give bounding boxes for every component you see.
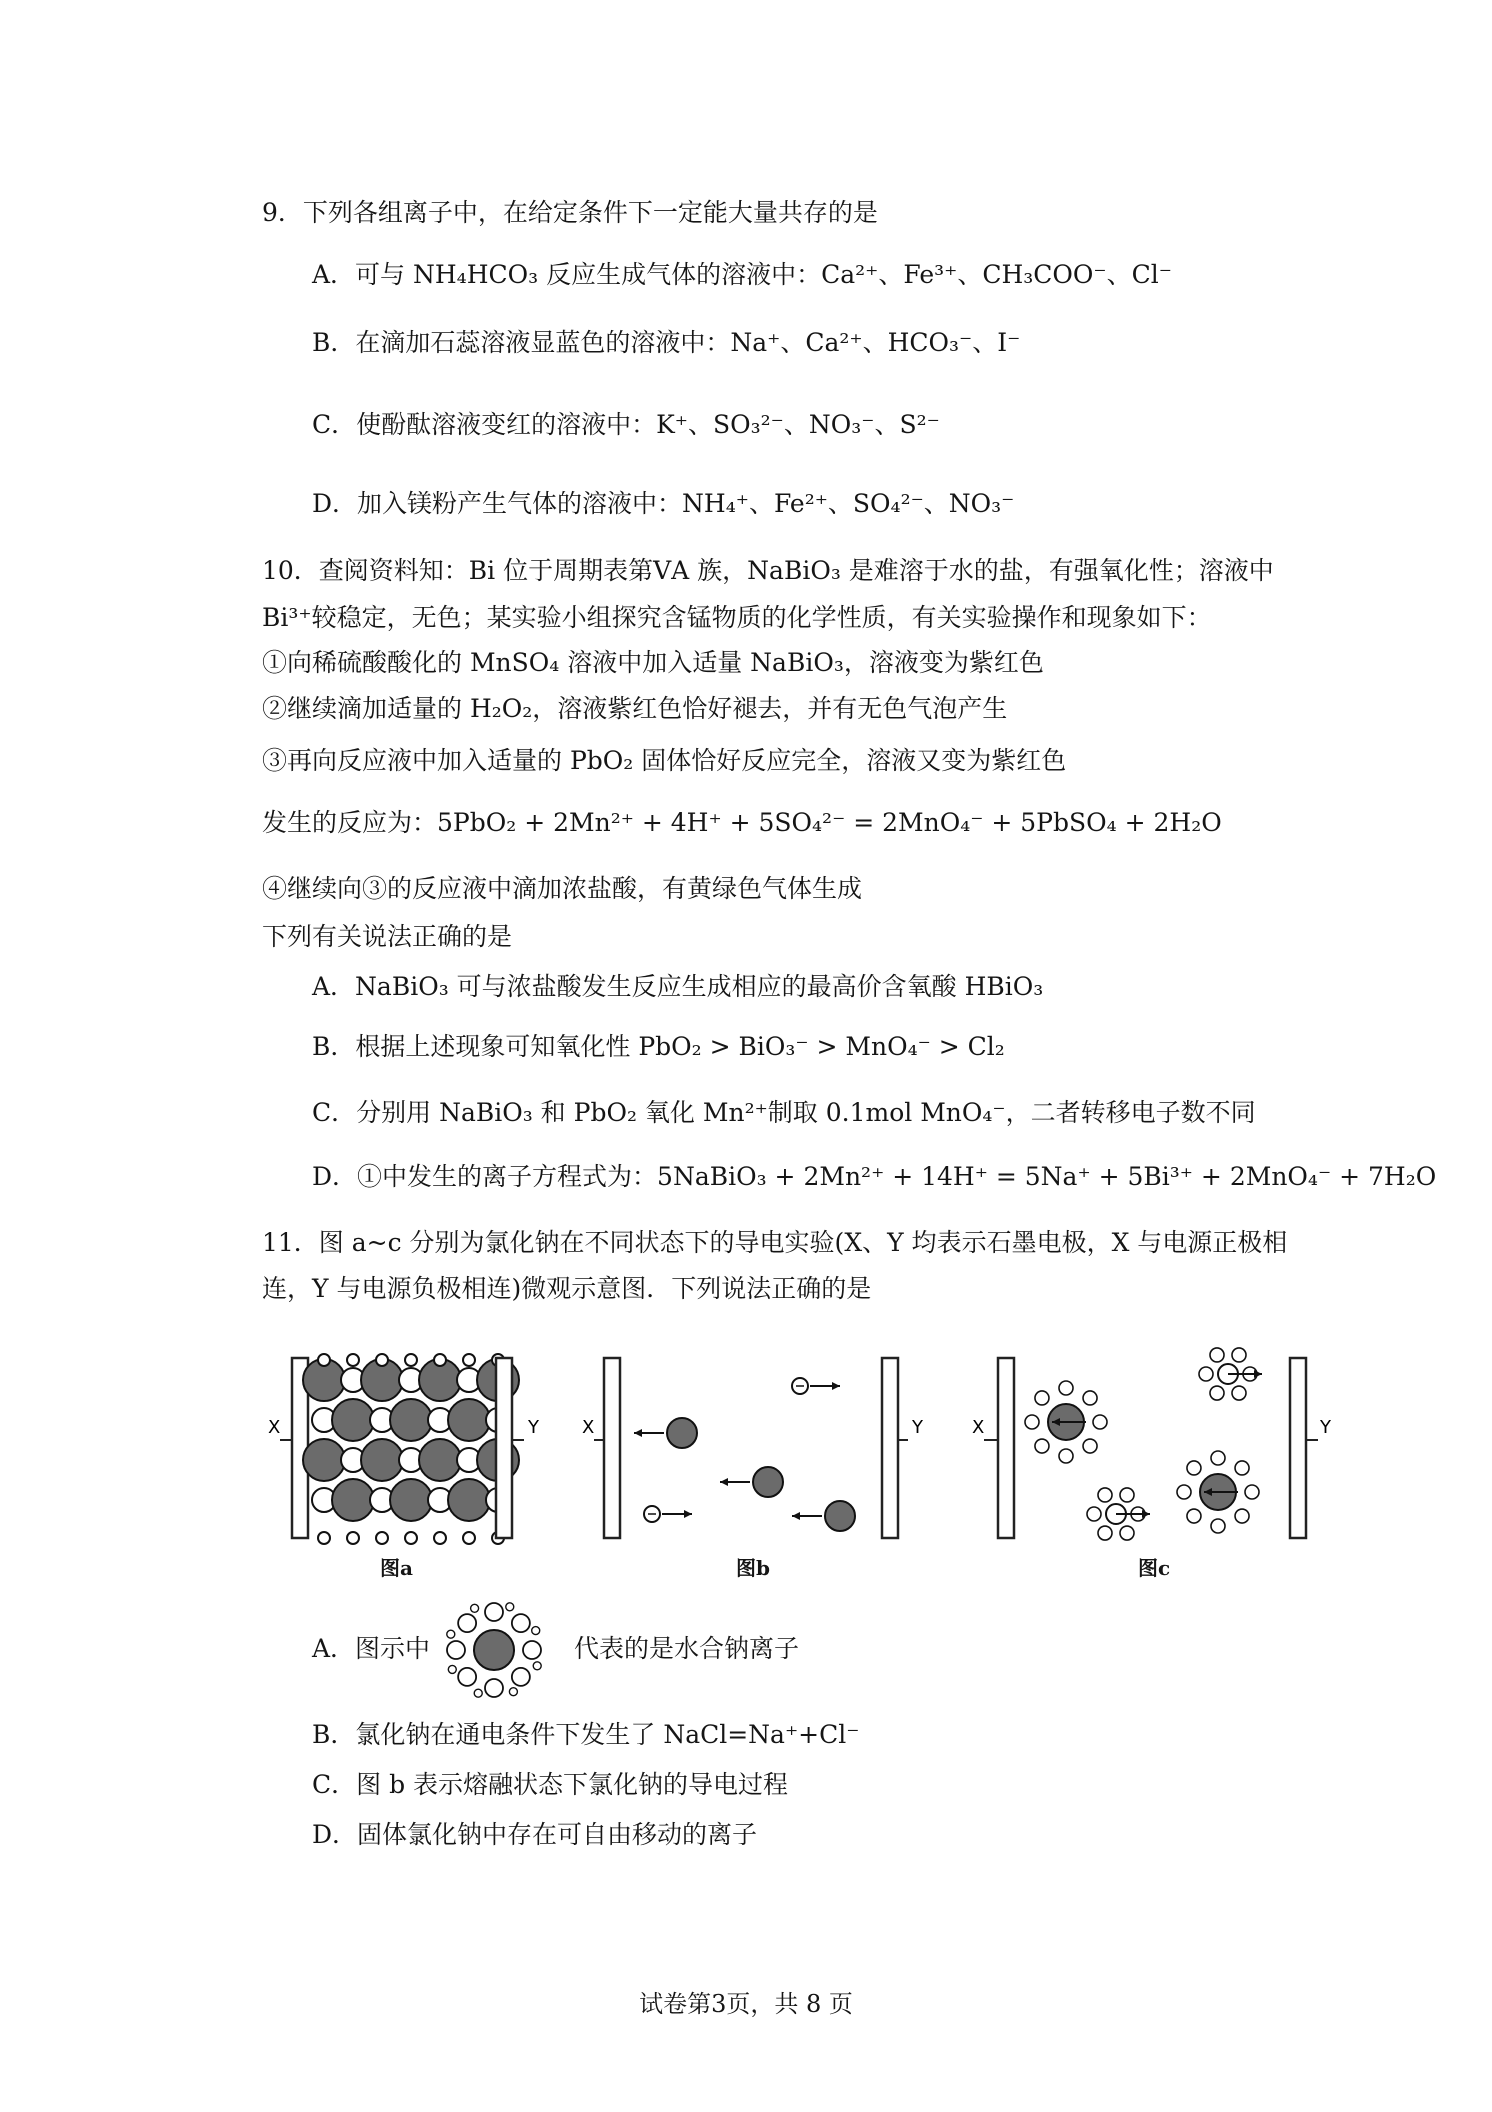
hydrogen-atom bbox=[532, 1627, 540, 1635]
water-molecule bbox=[1035, 1391, 1049, 1405]
q10-option-b: B．根据上述现象可知氧化性 PbO₂ > BiO₃⁻ > MnO₄⁻ > Cl₂ bbox=[312, 1032, 1005, 1061]
cation-sphere bbox=[390, 1479, 432, 1521]
figure-b-moving-ions bbox=[634, 1378, 855, 1560]
water-molecule bbox=[1083, 1439, 1097, 1453]
anion-sphere bbox=[463, 1532, 475, 1544]
arrow-head bbox=[832, 1382, 840, 1390]
figure-c-electrode-y bbox=[1290, 1358, 1306, 1538]
figure-c-hydrated-ions bbox=[1025, 1348, 1262, 1540]
figure-a-label-x: X bbox=[268, 1417, 281, 1438]
cation-sphere bbox=[361, 1439, 403, 1481]
q10-reaction: 发生的反应为：5PbO₂ + 2Mn²⁺ + 4H⁺ + 5SO₄²⁻ = 2MnO₄⁻ + 5PbSO₄ + 2H₂O bbox=[262, 808, 1222, 837]
water-molecule bbox=[1083, 1391, 1097, 1405]
figure-c-label-x: X bbox=[972, 1417, 985, 1438]
cation-sphere bbox=[419, 1439, 461, 1481]
water-molecule bbox=[1199, 1367, 1213, 1381]
arrow-head bbox=[1142, 1510, 1150, 1518]
figure-c-caption: 图c bbox=[1138, 1556, 1171, 1580]
anion-sphere bbox=[405, 1532, 417, 1544]
arrow-head bbox=[634, 1429, 642, 1437]
water-molecule bbox=[485, 1679, 503, 1697]
figure-a-label-y: Y bbox=[528, 1417, 539, 1438]
q9-stem: 9．下列各组离子中，在给定条件下一定能大量共存的是 bbox=[262, 198, 878, 227]
q10-step4: ④继续向③的反应液中滴加浓盐酸，有黄绿色气体生成 bbox=[262, 874, 863, 903]
anion-sphere bbox=[405, 1354, 417, 1366]
q10-step3: ③再向反应液中加入适量的 PbO₂ 固体恰好反应完全，溶液又变为紫红色 bbox=[262, 746, 1067, 775]
water-molecule bbox=[1120, 1488, 1134, 1502]
water-molecule bbox=[1093, 1415, 1107, 1429]
q9-option-d: D．加入镁粉产生气体的溶液中：NH₄⁺、Fe²⁺、SO₄²⁻、NO₃⁻ bbox=[312, 489, 1015, 518]
cation-sphere bbox=[667, 1418, 697, 1448]
anion-sphere bbox=[376, 1532, 388, 1544]
hydrogen-atom bbox=[471, 1604, 479, 1612]
cation-sphere bbox=[332, 1479, 374, 1521]
water-molecule bbox=[1059, 1449, 1073, 1463]
q10-stem-line1: 10．查阅资料知：Bi 位于周期表第ⅤA 族，NaBiO₃ 是难溶于水的盐，有强氧化性；溶液中 bbox=[262, 556, 1274, 585]
q10-ask: 下列有关说法正确的是 bbox=[262, 922, 513, 951]
cation-sphere bbox=[825, 1501, 855, 1531]
arrow-head bbox=[684, 1510, 692, 1518]
q11-option-b: B．氯化钠在通电条件下发生了 NaCl=Na⁺+Cl⁻ bbox=[312, 1720, 860, 1749]
water-molecule bbox=[1232, 1348, 1246, 1362]
water-molecule bbox=[1232, 1386, 1246, 1400]
anion-sphere bbox=[347, 1532, 359, 1544]
water-molecule bbox=[1235, 1509, 1249, 1523]
water-molecule bbox=[1187, 1461, 1201, 1475]
water-molecule bbox=[1025, 1415, 1039, 1429]
q11-option-a-suffix: 代表的是水合钠离子 bbox=[574, 1634, 800, 1663]
water-molecule bbox=[1098, 1488, 1112, 1502]
hydrogen-atom bbox=[506, 1603, 514, 1611]
q10-step2: ②继续滴加适量的 H₂O₂，溶液紫红色恰好褪去，并有无色气泡产生 bbox=[262, 694, 1008, 723]
arrow-head bbox=[1254, 1370, 1262, 1378]
central-ion bbox=[474, 1630, 514, 1670]
hydrogen-atom bbox=[533, 1662, 541, 1670]
water-molecule bbox=[1059, 1381, 1073, 1395]
cation-sphere bbox=[303, 1439, 345, 1481]
q11-option-c: C．图 b 表示熔融状态下氯化钠的导电过程 bbox=[312, 1770, 789, 1799]
water-molecule bbox=[458, 1614, 476, 1632]
anion-sphere bbox=[463, 1354, 475, 1366]
anion-sphere bbox=[318, 1532, 330, 1544]
q10-stem-line2: Bi³⁺较稳定，无色；某实验小组探究含锰物质的化学性质，有关实验操作和现象如下： bbox=[262, 603, 1212, 632]
figure-c-electrode-x bbox=[998, 1358, 1014, 1538]
water-molecule bbox=[1211, 1519, 1225, 1533]
q9-option-c: C．使酚酞溶液变红的溶液中：K⁺、SO₃²⁻、NO₃⁻、S²⁻ bbox=[312, 410, 940, 439]
figure-a-solid-lattice bbox=[262, 1330, 552, 1560]
water-molecule bbox=[1087, 1507, 1101, 1521]
figure-b-label-x: X bbox=[582, 1417, 595, 1438]
cation-sphere bbox=[448, 1399, 490, 1441]
hydrated-ion-icon bbox=[440, 1596, 548, 1704]
q11-stem-line2: 连，Y 与电源负极相连)微观示意图．下列说法正确的是 bbox=[262, 1274, 872, 1303]
figure-c-label-y: Y bbox=[1320, 1417, 1331, 1438]
cation-sphere bbox=[448, 1479, 490, 1521]
q9-option-b: B．在滴加石蕊溶液显蓝色的溶液中：Na⁺、Ca²⁺、HCO₃⁻、I⁻ bbox=[312, 328, 1021, 357]
cation-sphere bbox=[390, 1399, 432, 1441]
arrow-head bbox=[720, 1478, 728, 1486]
hydrogen-atom bbox=[474, 1689, 482, 1697]
q11-option-a-prefix: A．图示中 bbox=[312, 1634, 431, 1663]
figure-a-ion-lattice bbox=[303, 1354, 519, 1544]
page-footer: 试卷第3页，共 8 页 bbox=[639, 1990, 853, 2018]
anion-sphere bbox=[434, 1532, 446, 1544]
anion-sphere bbox=[376, 1354, 388, 1366]
water-molecule bbox=[458, 1668, 476, 1686]
anion-sphere bbox=[434, 1354, 446, 1366]
water-molecule bbox=[1177, 1485, 1191, 1499]
water-molecule bbox=[1120, 1526, 1134, 1540]
water-molecule bbox=[485, 1603, 503, 1621]
figure-b-label-y: Y bbox=[912, 1417, 923, 1438]
q10-option-c: C．分别用 NaBiO₃ 和 PbO₂ 氧化 Mn²⁺制取 0.1mol MnO₄⁻，二者转移电子数不同 bbox=[312, 1098, 1256, 1127]
figure-b-electrode-y bbox=[882, 1358, 898, 1538]
water-molecule bbox=[447, 1641, 465, 1659]
q9-option-a: A．可与 NH₄HCO₃ 反应生成气体的溶液中：Ca²⁺、Fe³⁺、CH₃COO⁻、Cl⁻ bbox=[312, 260, 1172, 289]
anion-sphere bbox=[318, 1354, 330, 1366]
hydrogen-atom bbox=[448, 1665, 456, 1673]
figure-c-solution bbox=[966, 1326, 1336, 1566]
water-molecule bbox=[1098, 1526, 1112, 1540]
water-molecule bbox=[1187, 1509, 1201, 1523]
q11-stem-line1: 11．图 a~c 分别为氯化钠在不同状态下的导电实验(X、Y 均表示石墨电极，X 与电源正极相 bbox=[262, 1228, 1288, 1257]
water-molecule bbox=[1235, 1461, 1249, 1475]
q10-step1: ①向稀硫酸酸化的 MnSO₄ 溶液中加入适量 NaBiO₃，溶液变为紫红色 bbox=[262, 648, 1044, 677]
water-molecule bbox=[1211, 1451, 1225, 1465]
arrow-head bbox=[792, 1512, 800, 1520]
q10-option-a: A．NaBiO₃ 可与浓盐酸发生反应生成相应的最高价含氧酸 HBiO₃ bbox=[312, 972, 1044, 1001]
anion-sphere bbox=[347, 1354, 359, 1366]
figure-b-molten bbox=[576, 1330, 936, 1560]
water-molecule bbox=[1210, 1386, 1224, 1400]
water-molecule bbox=[523, 1641, 541, 1659]
figure-b-caption: 图b bbox=[736, 1556, 770, 1580]
water-molecule bbox=[1245, 1485, 1259, 1499]
water-molecule bbox=[512, 1668, 530, 1686]
cation-sphere bbox=[753, 1467, 783, 1497]
water-molecule bbox=[512, 1614, 530, 1632]
hydrogen-atom bbox=[509, 1688, 517, 1696]
figure-b-electrode-x bbox=[604, 1358, 620, 1538]
q10-option-d: D．①中发生的离子方程式为：5NaBiO₃ + 2Mn²⁺ + 14H⁺ = 5Na⁺ + 5Bi³⁺ + 2MnO₄⁻ + 7H₂O bbox=[312, 1162, 1437, 1191]
q11-option-d: D．固体氯化钠中存在可自由移动的离子 bbox=[312, 1820, 758, 1849]
water-molecule bbox=[1035, 1439, 1049, 1453]
cation-sphere bbox=[332, 1399, 374, 1441]
water-molecule bbox=[1210, 1348, 1224, 1362]
figure-a-electrode-y bbox=[496, 1358, 512, 1538]
hydrogen-atom bbox=[447, 1630, 455, 1638]
figure-a-caption: 图a bbox=[380, 1556, 413, 1580]
